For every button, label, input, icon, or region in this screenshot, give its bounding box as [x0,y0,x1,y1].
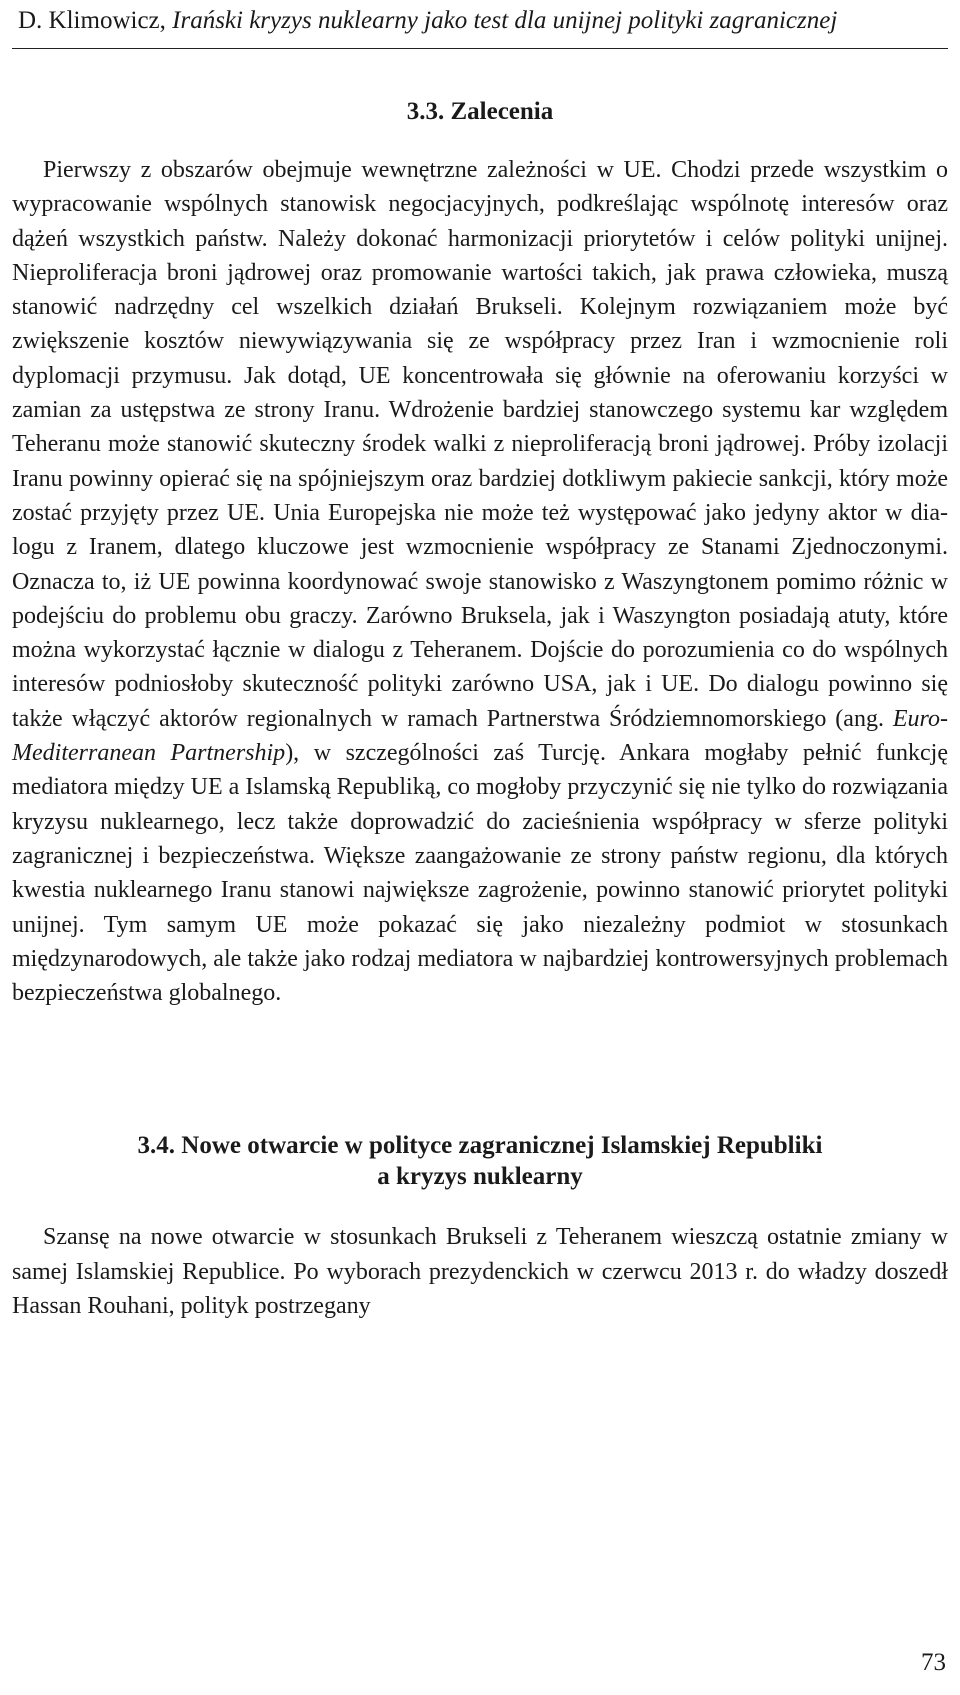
section-heading-3-4-line-2: a kryzys nuklearny [377,1163,583,1191]
section-heading-3-4-line-1: 3.4. Nowe otwarcie w polityce zagranicznej Islamskiej Republiki [137,1132,823,1160]
header-author: D. Klimowicz, [18,7,173,34]
header-rule [12,48,948,49]
paragraph-italic-term: Euro-Mediterranean Partnership [12,705,948,767]
section-3-4-paragraph: Szansę na nowe otwarcie w stosunkach Brukseli z Teheranem wieszczą ostatnie zmiany w samej Islamskiej Republice. Po wyborach prezydenckich w czerwcu 2013 r. do władzy doszedł Hassan Rouhani, polityk postrzegany [12,1224,948,1320]
header-title: Irański kryzys nuklearny jako test dla unijnej polityki zagranicznej [172,7,838,34]
page-number: 73 [921,1649,946,1676]
paragraph-text-part-1: Pierwszy z obszarów obejmuje wewnętrzne zależności w UE. Chodzi przede wszystkim o wypracowanie wspólnych stanowisk negocjacyjnych, podkreślając wspólnotę interesów oraz dążeń wszystkich państw. Należy dokonać harmonizacji priorytetów i celów polityki unijnej. Nieproliferacja broni jądrowej oraz promowanie wartości takich, jak prawa człowieka, muszą stanowić nadrzędny cel wszelkich działań Brukseli. Kolejnym rozwiązaniem może być zwiększenie kosztów niewywiązywania się ze współpracy przez Iran i wzmocnienie roli dyplomacji przymusu. Jak dotąd, UE koncentrowała się głównie na oferowaniu korzyści w zamian za ustępstwa ze strony Iranu. Wdrożenie bardziej stanowczego systemu kar względem Teheranu może stanowić skuteczny środek walki z nieproliferacją broni jądrowej. Próby izolacji Iranu powinny opierać się na spójniejszym oraz bardziej dotkliwym pakiecie sankcji, który może zostać przyjęty przez UE. Unia Europejska nie może też występować jako jedyny aktor w dialogu z Iranem, dlatego kluczowe jest wzmocnienie współpracy ze Stanami Zjednoczonymi. Oznacza to, iż UE powinna koordynować swoje stanowisko z Waszyngtonem pomimo różnic w podejściu do problemu obu graczy. Zarówno Bruksela, jak i Waszyngton posiadają atuty, które można wykorzystać łącznie w dialogu z Teheranem. Dojście do porozumienia co do wspólnych interesów podniosłoby skuteczność polityki zarówno USA, jak i UE. Do dialogu powinno się także włączyć aktorów regionalnych w ramach Partnerstwa Śródziemnomorskiego (ang. [12,157,948,732]
section-heading-3-3: 3.3. Zalecenia [406,98,554,125]
section-3-3-paragraph [12,153,948,1010]
paragraph-text-part-2: ), w szczególności zaś Turcję. Ankara mogłaby pełnić funkcję mediatora między UE a Islamską Republiką, co mogłoby przyczynić się nie tylko do rozwiązania kryzysu nuklearnego, lecz także doprowadzić do zacieśnienia współpracy w sferze polityki zagranicznej i bezpieczeństwa. Większe zaangażowanie ze strony państw regionu, dla których kwestia nuklearnego Iranu stanowi największe zagrożenie, powinno stanowić priorytet polityki unijnej. Tym samym UE może pokazać się jako niezależny podmiot w stosunkach międzynarodowych, ale także jako rodzaj mediatora w najbardziej kontrowersyjnych problemach bezpieczeństwa globalnego. [12,740,948,1007]
running-header [18,6,942,36]
page-body [12,96,948,1323]
section-heading-3-4 [12,1130,948,1192]
